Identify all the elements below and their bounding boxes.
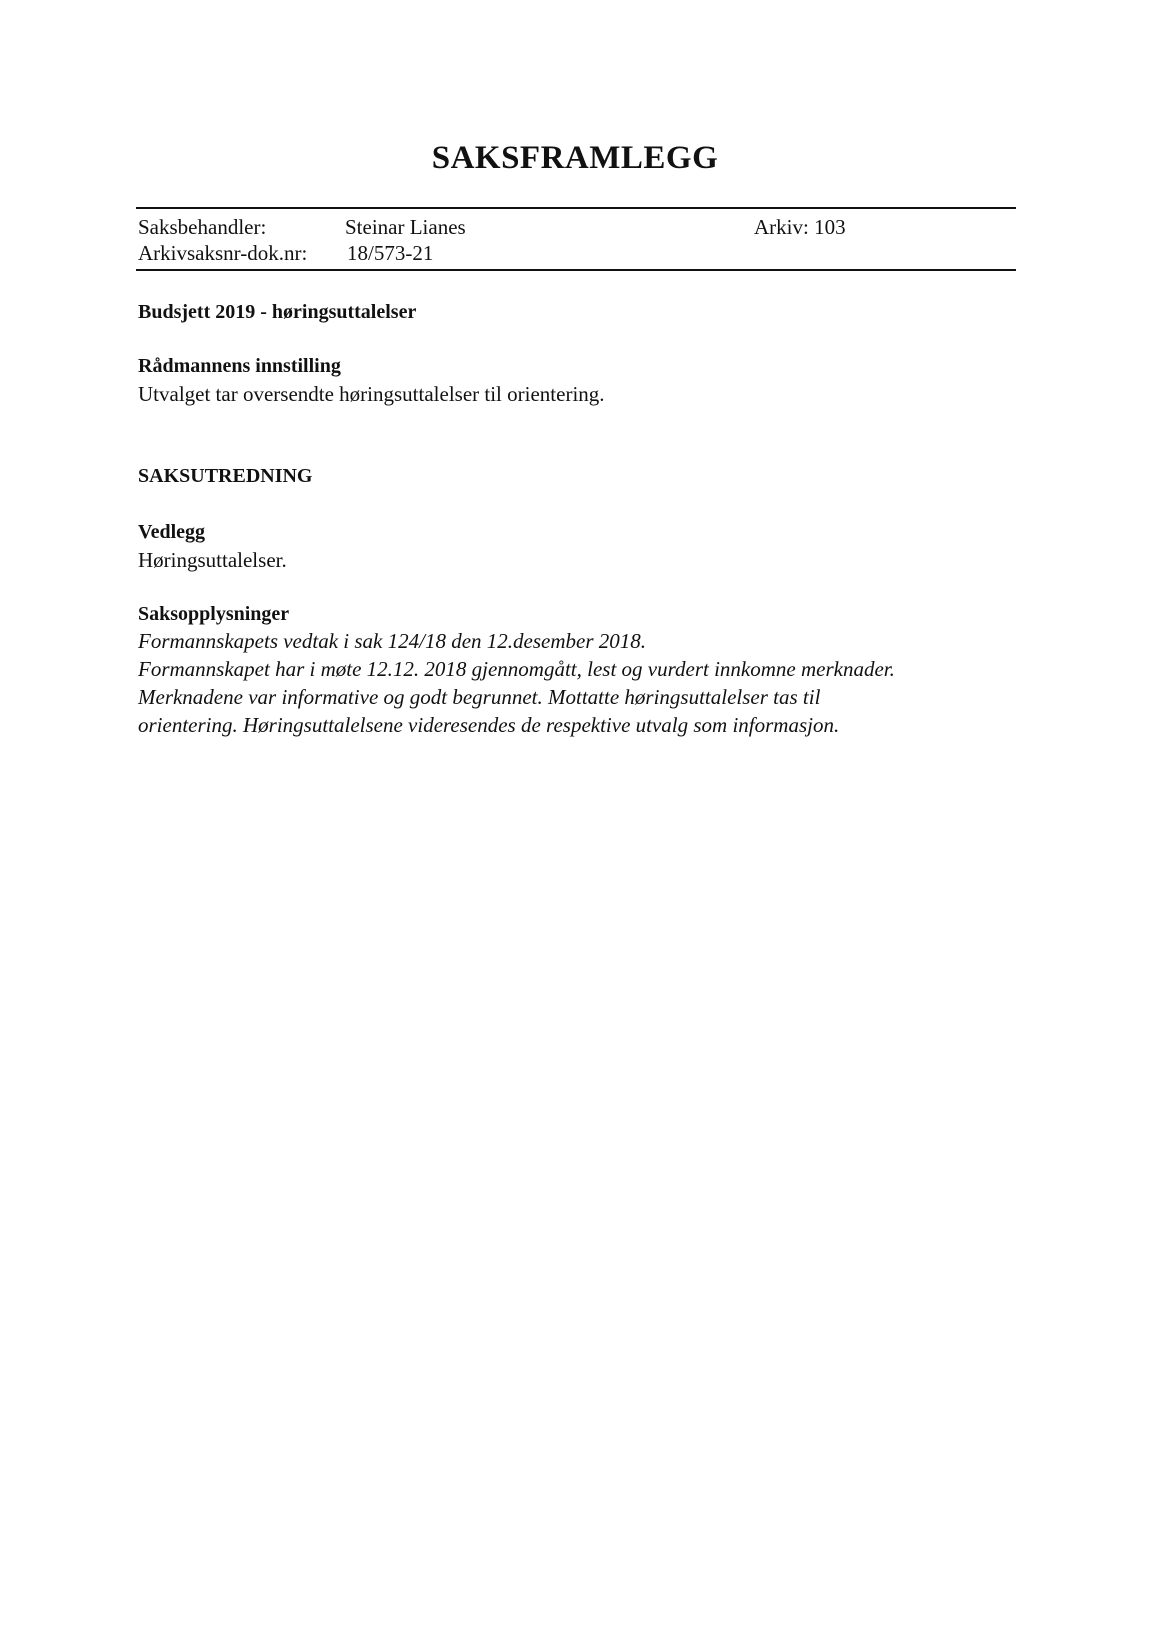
case-metadata xyxy=(136,207,1016,271)
attachments-heading: Vedlegg xyxy=(138,521,206,543)
case-info-line: Merknadene var informative og godt begrunnet. Mottatte høringsuttalelser tas til xyxy=(138,685,821,709)
case-info-line: orientering. Høringsuttalelsene videresendes de respektive utvalg som informasjon. xyxy=(138,713,840,737)
case-number-value: 18/573-21 xyxy=(347,241,434,265)
handler-label: Saksbehandler: xyxy=(138,215,267,239)
case-subject: Budsjett 2019 - høringsuttalelser xyxy=(138,301,417,323)
case-review-heading: SAKSUTREDNING xyxy=(138,465,313,487)
recommendation-heading: Rådmannens innstilling xyxy=(138,355,341,377)
case-info-line: Formannskapet har i møte 12.12. 2018 gjennomgått, lest og vurdert innkomne merknader. xyxy=(138,657,895,681)
document-title: SAKSFRAMLEGG xyxy=(431,140,719,176)
archive-code: Arkiv: 103 xyxy=(754,215,846,239)
case-info-heading: Saksopplysninger xyxy=(138,603,290,625)
case-info-line: Formannskapets vedtak i sak 124/18 den 12.desember 2018. xyxy=(138,629,646,653)
attachments-text: Høringsuttalelser. xyxy=(138,548,287,572)
case-info-body xyxy=(138,627,895,739)
handler-value: Steinar Lianes xyxy=(345,215,466,239)
case-number-label: Arkivsaksnr-dok.nr: xyxy=(138,241,308,265)
recommendation-text: Utvalget tar oversendte høringsuttalelser til orientering. xyxy=(138,382,605,406)
